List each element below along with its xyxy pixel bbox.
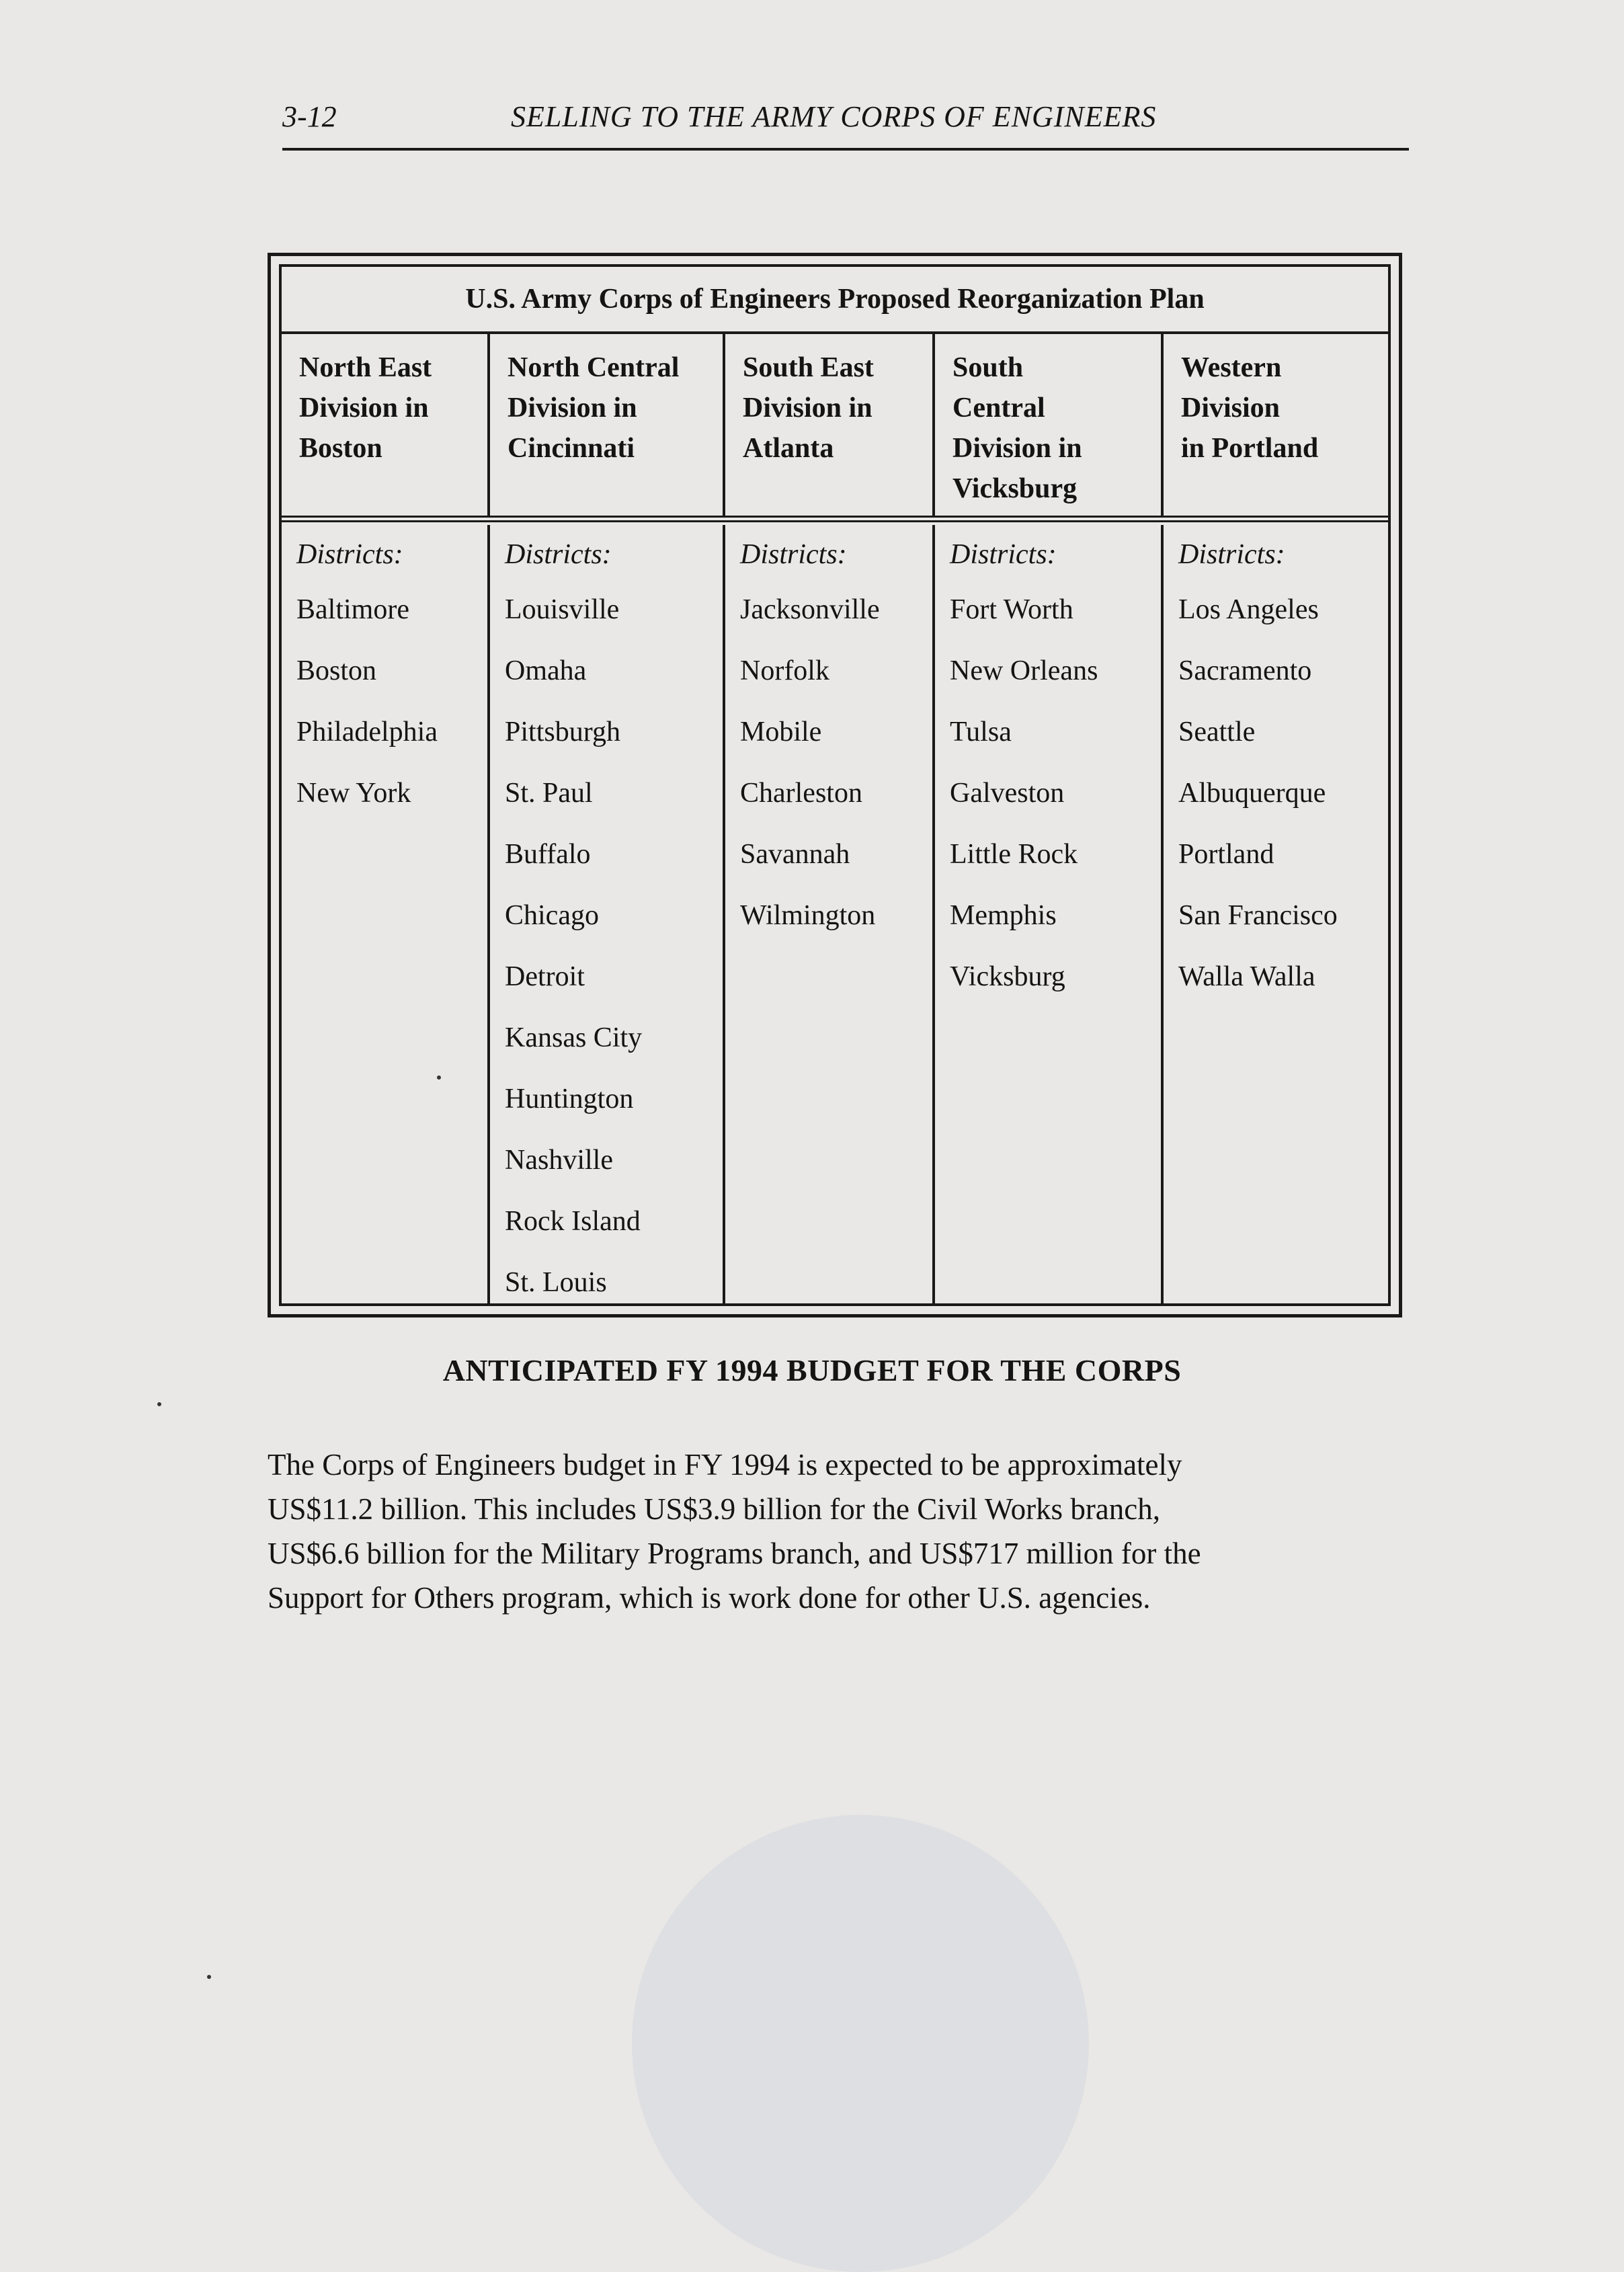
division-name-line: North East bbox=[299, 352, 432, 383]
district-item: Baltimore bbox=[296, 594, 409, 625]
division-name-line: Division bbox=[1181, 393, 1281, 423]
districts-label: Districts: bbox=[950, 539, 1057, 570]
division-name-line: Western bbox=[1181, 352, 1282, 383]
district-item: Chicago bbox=[505, 900, 599, 931]
districts-column-northcentral bbox=[490, 525, 725, 1303]
district-item: Pittsburgh bbox=[505, 717, 620, 747]
district-list bbox=[490, 592, 723, 1300]
district-item: Huntington bbox=[505, 1084, 634, 1114]
district-item: Savannah bbox=[740, 839, 850, 870]
districts-label: Districts: bbox=[296, 539, 403, 570]
districts-label: Districts: bbox=[740, 539, 847, 570]
district-item: Buffalo bbox=[505, 839, 591, 870]
district-item: New York bbox=[296, 778, 411, 809]
table-frame bbox=[279, 264, 1391, 1306]
division-name-line: North Central bbox=[508, 352, 680, 383]
paragraph-line: Support for Others program, which is work done for other U.S. agencies. bbox=[268, 1581, 1151, 1615]
district-item: Portland bbox=[1178, 839, 1274, 870]
division-header-northeast bbox=[282, 334, 490, 516]
division-name-line: Division in bbox=[952, 433, 1082, 464]
print-speck bbox=[157, 1402, 161, 1406]
division-name-line: South East bbox=[743, 352, 874, 383]
division-name-line: Division in bbox=[508, 393, 637, 423]
district-item: Galveston bbox=[950, 778, 1065, 809]
district-item: Rock Island bbox=[505, 1206, 641, 1237]
district-item: Louisville bbox=[505, 594, 620, 625]
division-name-line: in Portland bbox=[1181, 433, 1319, 464]
district-item: Walla Walla bbox=[1178, 961, 1315, 992]
district-item: Philadelphia bbox=[296, 717, 438, 747]
paragraph-line: US$11.2 billion. This includes US$3.9 billion for the Civil Works branch, bbox=[268, 1492, 1161, 1526]
budget-paragraph bbox=[268, 1443, 1410, 1620]
districts-label: Districts: bbox=[505, 539, 612, 570]
district-item: Jacksonville bbox=[740, 594, 880, 625]
district-list bbox=[725, 592, 932, 933]
division-name-line: South bbox=[952, 352, 1024, 383]
district-item: Charleston bbox=[740, 778, 862, 809]
division-name-line: Central bbox=[952, 393, 1045, 423]
division-header-southeast bbox=[725, 334, 935, 516]
budget-section-title: ANTICIPATED FY 1994 BUDGET FOR THE CORPS bbox=[442, 1353, 1182, 1387]
districts-label: Districts: bbox=[1178, 539, 1285, 570]
district-item: Los Angeles bbox=[1178, 594, 1319, 625]
district-item: Norfolk bbox=[740, 655, 829, 686]
paragraph-line: US$6.6 billion for the Military Programs branch, and US$717 million for the bbox=[268, 1537, 1201, 1570]
district-item: Sacramento bbox=[1178, 655, 1312, 686]
reorganization-table bbox=[268, 253, 1402, 1317]
paragraph-line: The Corps of Engineers budget in FY 1994 is expected to be approximately bbox=[268, 1448, 1182, 1482]
district-item: Vicksburg bbox=[950, 961, 1065, 992]
page-number: 3-12 bbox=[282, 100, 337, 133]
district-list bbox=[282, 592, 487, 811]
district-item: New Orleans bbox=[950, 655, 1098, 686]
district-item: St. Paul bbox=[505, 778, 593, 809]
running-title: SELLING TO THE ARMY CORPS OF ENGINEERS bbox=[511, 100, 1157, 133]
district-item: Seattle bbox=[1178, 717, 1256, 747]
division-name-line: Vicksburg bbox=[952, 473, 1078, 504]
district-item: Tulsa bbox=[950, 717, 1012, 747]
division-header-northcentral bbox=[490, 334, 725, 516]
division-name-line: Cincinnati bbox=[508, 433, 635, 464]
division-header-western bbox=[1164, 334, 1388, 516]
division-header-row bbox=[282, 334, 1388, 522]
division-name-line: Division in bbox=[743, 393, 872, 423]
district-item: Nashville bbox=[505, 1145, 613, 1176]
district-list bbox=[1164, 592, 1388, 994]
district-item: Omaha bbox=[505, 655, 587, 686]
district-item: Kansas City bbox=[505, 1022, 643, 1053]
district-item: Mobile bbox=[740, 717, 822, 747]
print-speck bbox=[207, 1975, 211, 1979]
districts-column-western bbox=[1164, 525, 1388, 1303]
district-item: Boston bbox=[296, 655, 377, 686]
district-list bbox=[935, 592, 1161, 994]
district-item: Albuquerque bbox=[1178, 778, 1326, 809]
district-item: Memphis bbox=[950, 900, 1057, 931]
district-item: Little Rock bbox=[950, 839, 1078, 870]
districts-column-southcentral bbox=[935, 525, 1164, 1303]
bleed-through-shadow bbox=[632, 1815, 1089, 2272]
district-item: San Francisco bbox=[1178, 900, 1338, 931]
division-name-line: Boston bbox=[299, 433, 382, 464]
division-name-line: Division in bbox=[299, 393, 429, 423]
districts-column-southeast bbox=[725, 525, 935, 1303]
division-header-southcentral bbox=[935, 334, 1164, 516]
district-item: Detroit bbox=[505, 961, 585, 992]
districts-row bbox=[282, 525, 1388, 1303]
district-item: Wilmington bbox=[740, 900, 876, 931]
division-name-line: Atlanta bbox=[743, 433, 834, 464]
district-item: St. Louis bbox=[505, 1267, 607, 1298]
table-title: U.S. Army Corps of Engineers Proposed Reorganization Plan bbox=[282, 267, 1388, 334]
running-header bbox=[282, 94, 1409, 151]
district-item: Fort Worth bbox=[950, 594, 1073, 625]
districts-column-northeast bbox=[282, 525, 490, 1303]
